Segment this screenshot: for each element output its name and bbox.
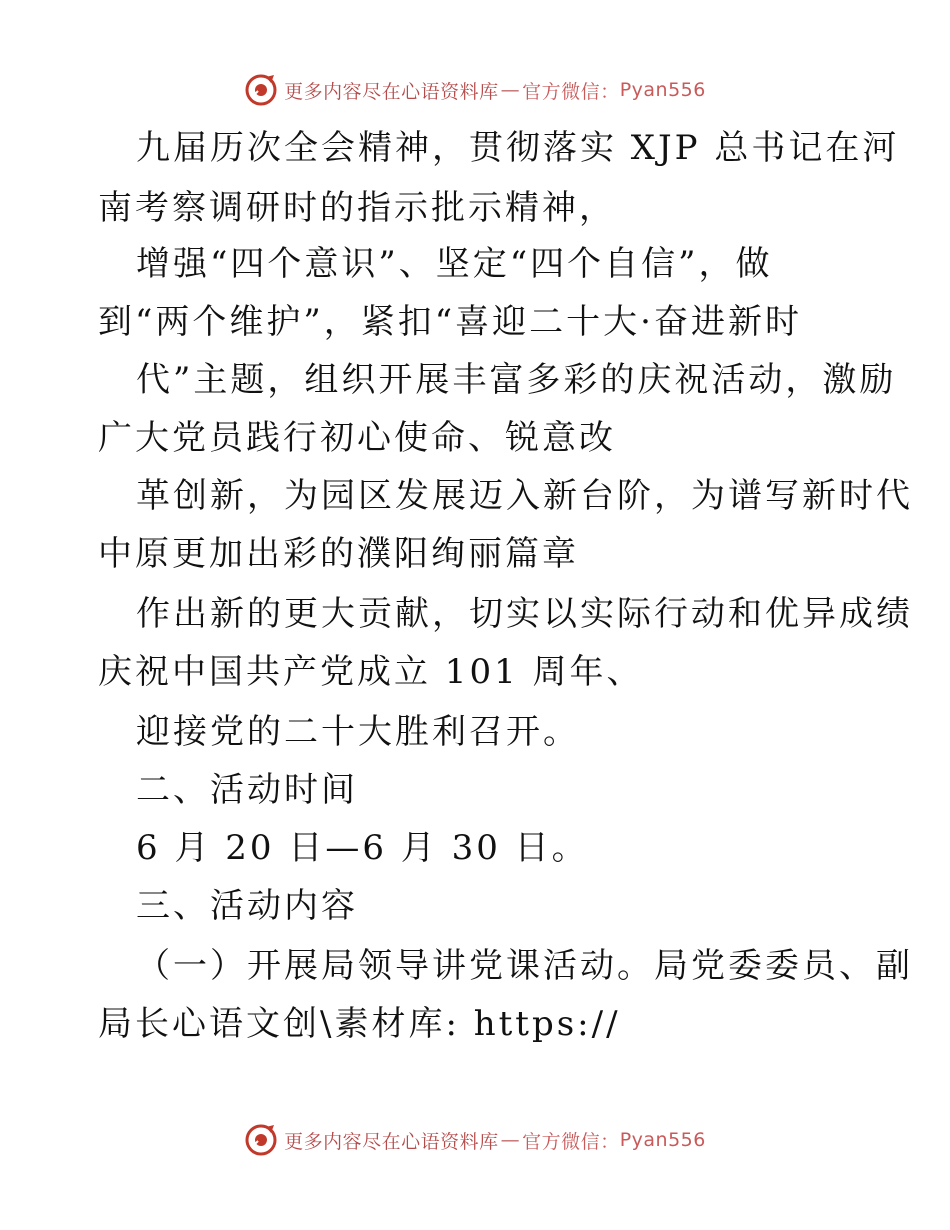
body-line: 庆祝中国共产党成立 101 周年、 <box>98 652 644 692</box>
body-line: 到“两个维护”，紧扣“喜迎二十大·奋进新时 <box>98 302 802 342</box>
footer-watermark-banner <box>0 1120 950 1160</box>
footer-wechat-id: Pyan556 <box>619 1129 706 1151</box>
body-line: 迎接党的二十大胜利召开。 <box>136 712 580 752</box>
footer-brand-text: 更多内容尽在心语资料库 <box>284 1130 499 1153</box>
body-line: 6 月 20 日—6 月 30 日。 <box>136 828 589 868</box>
footer-separator: — <box>500 1129 521 1151</box>
body-line: 代”主题，组织开展丰富多彩的庆祝活动，激励 <box>136 360 897 400</box>
body-line: 局长心语文创\素材库: https:// <box>98 1004 621 1044</box>
header-separator: — <box>500 79 521 101</box>
footer-wechat-label: 官方微信： <box>522 1130 620 1153</box>
header-wechat-id: Pyan556 <box>619 79 706 101</box>
body-line: （一）开展局领导讲党课活动。局党委委员、副 <box>136 946 913 986</box>
section-heading: 二、活动时间 <box>136 770 358 810</box>
header-wechat-label: 官方微信： <box>522 80 620 103</box>
section-heading: 三、活动内容 <box>136 886 358 926</box>
body-line: 南考察调研时的指示批示精神， <box>98 188 616 228</box>
body-line: 革创新，为园区发展迈入新台阶，为谱写新时代 <box>136 476 913 516</box>
header-brand-text: 更多内容尽在心语资料库 <box>284 80 499 103</box>
body-line: 广大党员践行初心使命、锐意改 <box>98 418 616 458</box>
body-line: 增强“四个意识”、坚定“四个自信”，做 <box>136 244 773 284</box>
body-line: 作出新的更大贡献，切实以实际行动和优异成绩 <box>136 594 913 634</box>
brand-logo-icon <box>244 1123 278 1157</box>
body-line: 中原更加出彩的濮阳绚丽篇章 <box>98 534 579 574</box>
body-line: 九届历次全会精神，贯彻落实 XJP 总书记在河 <box>136 128 900 168</box>
